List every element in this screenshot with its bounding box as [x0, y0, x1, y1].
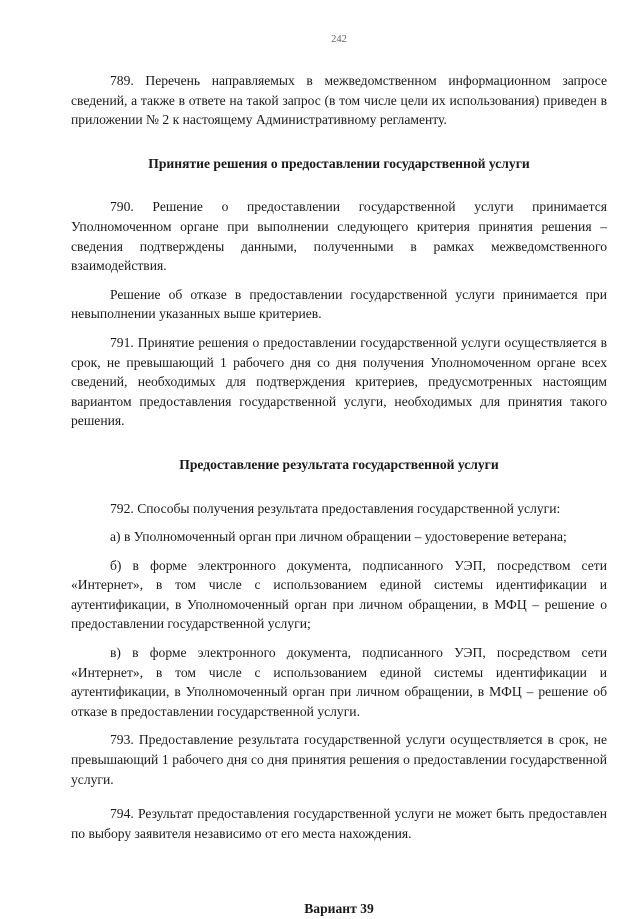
variant-title: Вариант 39	[304, 901, 374, 917]
paragraph-792-c: в) в форме электронного документа, подписанного УЭП, посредством сети «Интернет», в том числе с использованием единой системы идентификации и аутентификации, в Уполномоченный орган при личном обращении, в МФЦ – решение об отказе в предоставлении государственной услуги.	[71, 645, 607, 719]
paragraph-789: 789. Перечень направляемых в межведомственном информационном запросе сведений, а также в ответе на такой запрос (в том числе цели их использования) приведен в приложении № 2 к настоящему Административному регламенту.	[71, 73, 607, 128]
paragraph-794: 794. Результат предоставления государственной услуги не может быть предоставлен по выбору заявителя независимо от его места нахождения.	[71, 806, 607, 841]
paragraph-793: 793. Предоставление результата государственной услуги осуществляется в срок, не превышающий 1 рабочего дня со дня принятия решения о предоставлении государственной услуги.	[71, 732, 607, 787]
paragraph-792-b: б) в форме электронного документа, подписанного УЭП, посредством сети «Интернет», в том числе с использованием единой системы идентификации и аутентификации, в Уполномоченный орган при личном обращении, в МФЦ – решение о предоставлении государственной услуги;	[71, 557, 607, 632]
section-heading-decision: Принятие решения о предоставлении государственной услуги	[148, 155, 530, 171]
paragraph-792: 792. Способы получения результата предоставления государственной услуги:	[110, 500, 561, 516]
page-number: 242	[331, 34, 347, 45]
paragraph-791: 791. Принятие решения о предоставлении государственной услуги осуществляется в срок, не превышающий 1 рабочего дня со дня получения Уполномоченном органе всех сведений, необходимых для подтверждения критериев, предусмотренных настоящим вариантом предоставления государственной услуги, необходимых для принятия такого решения.	[71, 334, 607, 429]
paragraph-790: 790. Решение о предоставлении государственной услуги принимается Уполномоченном органе при выполнении следующего критерия принятия решения – сведения подтверждены данными, полученными в рамках межведомственного взаимодействия.	[71, 199, 607, 274]
section-heading-result: Предоставление результата государственной услуги	[179, 456, 499, 472]
paragraph-790-refusal: Решение об отказе в предоставлении государственной услуги принимается при невыполнении указанных выше критериев.	[71, 286, 607, 322]
paragraph-792-a: а) в Уполномоченный орган при личном обращении – удостоверение ветерана;	[110, 529, 567, 545]
